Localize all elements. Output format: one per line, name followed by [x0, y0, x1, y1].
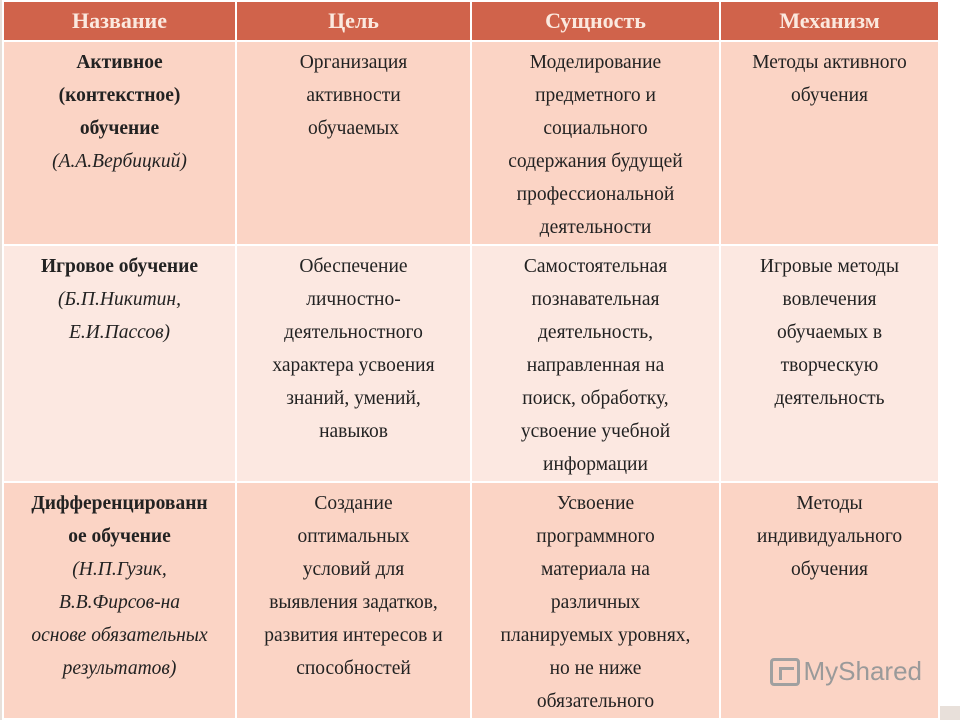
cell-name — [3, 245, 236, 482]
header-goal: Цель — [236, 1, 471, 41]
cell-goal — [236, 482, 471, 719]
method-author: (А.А.Вербицкий) — [52, 151, 187, 172]
cell-name — [3, 482, 236, 719]
mechanism-text: Методы активного обучения — [752, 52, 907, 106]
method-name: Дифференцированн ое обучение — [31, 493, 208, 547]
table-row — [3, 245, 939, 482]
essence-text: Моделирование предметного и социального содержания будущей профессиональной деятельности — [508, 52, 683, 238]
header-row — [3, 1, 939, 41]
header-mechanism: Механизм — [720, 1, 939, 41]
method-name: Активное (контекстное) обучение — [58, 52, 181, 139]
cell-mechanism — [720, 245, 939, 482]
method-author: (Н.П.Гузик, В.В.Фирсов-на основе обязательных результатов) — [31, 559, 208, 679]
watermark-text: MyShared — [803, 656, 922, 686]
method-name: Игровое обучение — [40, 256, 199, 277]
goal-text: Создание оптимальных условий для выявления задатков, развития интересов и способностей — [264, 493, 443, 679]
cell-goal — [236, 245, 471, 482]
mechanism-text: Игровые методы вовлечения обучаемых в творческую деятельность — [760, 256, 899, 409]
essence-text: Самостоятельная познавательная деятельность, направленная на поиск, обработку, усвоение учебной информации — [520, 256, 671, 475]
mechanism-text: Методы индивидуального обучения — [756, 493, 903, 580]
cell-essence — [471, 245, 720, 482]
cell-essence — [471, 41, 720, 245]
table-row — [3, 41, 939, 245]
myshared-logo-icon — [770, 658, 800, 686]
watermark — [770, 656, 923, 687]
header-essence: Сущность — [471, 1, 720, 41]
cell-essence — [471, 482, 720, 719]
header-name: Название — [3, 1, 236, 41]
cell-mechanism — [720, 41, 939, 245]
method-author: (Б.П.Никитин, Е.И.Пассов) — [58, 289, 181, 343]
cell-name — [3, 41, 236, 245]
comparison-table — [2, 0, 940, 720]
essence-text: Усвоение программного материала на различных планируемых уровнях, но не ниже обязательного — [500, 493, 691, 712]
goal-text: Обеспечение личностно- деятельностного характера усвоения знаний, умений, навыков — [272, 256, 435, 442]
goal-text: Организация активности обучаемых — [299, 52, 408, 139]
cell-goal — [236, 41, 471, 245]
